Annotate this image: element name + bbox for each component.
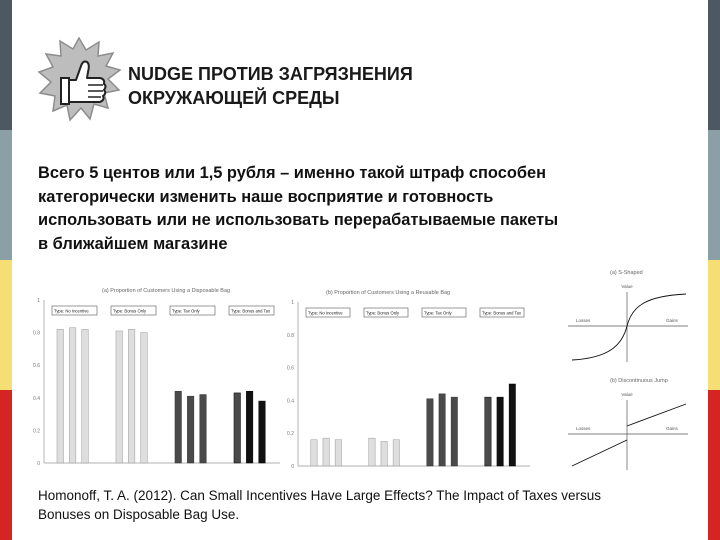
chart-b-bar	[323, 438, 329, 466]
chart-b-y-tick-label: 0	[291, 464, 294, 470]
chart-b-y-tick-label: 0.6	[287, 365, 294, 372]
chart-a-y-tick-label: 0.4	[33, 395, 40, 402]
chart-b-legend-label: Type: Bonus Only	[366, 310, 400, 316]
thumbs-up-icon	[34, 36, 124, 126]
chart-a-y-tick-label: 1	[37, 298, 40, 304]
chart-c-panel	[568, 378, 688, 470]
chart-c-panel	[568, 270, 688, 362]
chart-disposable-bag	[30, 280, 285, 472]
body-line-4: в ближайшем магазине	[38, 234, 228, 253]
chart-a-y-tick-label: 0	[37, 461, 40, 467]
chart-a-title: (a) Proportion of Customers Using a Disposable Bag	[102, 288, 231, 294]
chart-a-bar	[187, 396, 193, 463]
chart-a-bar	[141, 333, 147, 463]
chart-a-y-tick-label: 0.8	[33, 330, 40, 337]
chart-b-bar	[311, 440, 317, 466]
chart-c-losses-label: Losses	[576, 426, 591, 431]
chart-c-gains-label: Gains	[666, 318, 678, 323]
body-line-1: Всего 5 центов или 1,5 рубля – именно такой штраф способен	[38, 164, 546, 182]
slide-canvas	[12, 0, 708, 540]
chart-c-losses-label: Losses	[576, 318, 591, 323]
chart-b-y-tick-label: 0.4	[287, 398, 294, 405]
chart-b-y-tick-label: 1	[291, 300, 294, 306]
chart-value-functions-svg	[548, 266, 698, 474]
chart-b-bar	[485, 397, 491, 466]
chart-a-legend-label: Type: Tax Only	[172, 308, 200, 314]
citation	[38, 486, 698, 524]
body-text	[38, 162, 698, 256]
chart-a-bar	[200, 395, 206, 463]
citation-line-2: Bonuses on Disposable Bag Use.	[38, 507, 240, 522]
chart-reusable-bag-svg	[274, 282, 536, 472]
slide-title-line-2: ОКРУЖАЮЩЕЙ СРЕДЫ	[128, 88, 340, 108]
body-line-3: использовать или не использовать перерабатываемые пакеты	[38, 211, 559, 229]
chart-b-y-tick-label: 0.2	[287, 431, 294, 438]
slide-title	[128, 62, 413, 110]
chart-a-legend-label: Type: Bonus and Tax	[231, 308, 271, 314]
chart-a-bar	[82, 329, 88, 463]
chart-reusable-bag	[274, 282, 536, 472]
chart-a-bar	[234, 393, 240, 463]
chart-c-panel-title: (b) Discontinuous Jump	[610, 378, 668, 384]
slide-title-line-1: NUDGE ПРОТИВ ЗАГРЯЗНЕНИЯ	[128, 64, 413, 84]
chart-c-value-label: Value	[621, 284, 633, 289]
chart-a-bar	[69, 328, 75, 463]
chart-b-bar	[427, 399, 433, 466]
chart-b-bar	[439, 394, 445, 466]
chart-value-functions	[548, 266, 698, 474]
chart-a-legend-label: Type: Bonus Only	[113, 308, 147, 314]
chart-c-panel-title: (a) S-Shaped	[610, 270, 643, 276]
chart-b-y-tick-label: 0.8	[287, 332, 294, 339]
chart-a-y-tick-label: 0.2	[33, 428, 40, 435]
chart-b-title: (b) Proportion of Customers Using a Reusable Bag	[326, 290, 451, 296]
chart-b-bar	[451, 397, 457, 466]
chart-b-legend-label: Type: Bonus and Tax	[482, 310, 522, 316]
chart-b-bar	[509, 384, 515, 466]
chart-a-bar	[175, 391, 181, 463]
chart-c-curve-loss	[572, 440, 627, 466]
chart-disposable-bag-svg	[30, 280, 285, 472]
chart-b-bar	[497, 397, 503, 466]
chart-a-bar	[246, 391, 252, 463]
chart-a-y-tick-label: 0.6	[33, 363, 40, 370]
chart-a-bar	[128, 329, 134, 463]
citation-line-1: Homonoff, T. A. (2012). Can Small Incentives Have Large Effects? The Impact of Taxes versus	[38, 488, 602, 503]
chart-b-legend-label: Type: Tax Only	[424, 310, 452, 316]
chart-c-gains-label: Gains	[666, 426, 678, 431]
chart-b-legend-label: Type: No Incentive	[308, 310, 343, 316]
chart-c-curve-gain	[627, 404, 686, 426]
body-line-2: категорически изменить наше восприятие и готовность	[38, 187, 494, 206]
chart-c-value-label: Value	[621, 392, 633, 397]
chart-b-bar	[393, 440, 399, 466]
chart-b-bar	[335, 440, 341, 466]
chart-b-bar	[369, 438, 375, 466]
chart-a-legend-label: Type: No Incentive	[54, 308, 89, 314]
chart-a-bar	[57, 329, 63, 463]
chart-b-bar	[381, 441, 387, 466]
chart-a-bar	[259, 401, 265, 463]
chart-c-curve	[572, 294, 686, 360]
chart-a-bar	[116, 331, 122, 463]
